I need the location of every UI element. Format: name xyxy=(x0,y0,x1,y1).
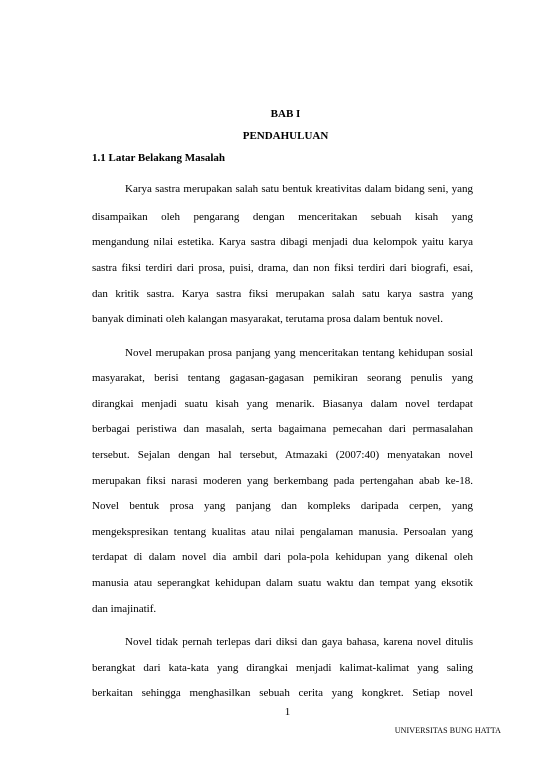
chapter-title: PENDAHULUAN xyxy=(242,130,329,142)
paragraph-line: dan kritik sastra. Karya sastra fiksi merupakan salah satu karya sastra yang xyxy=(92,288,473,300)
section-heading: 1.1 Latar Belakang Masalah xyxy=(92,152,226,164)
chapter-number: BAB I xyxy=(270,108,301,120)
paragraph-line: manusia atau seperangkat kehidupan dalam suatu waktu dan tempat yang eksotik xyxy=(92,577,473,589)
paragraph-line: Karya sastra merupakan salah satu bentuk kreativitas dalam bidang seni, yang xyxy=(125,183,473,195)
paragraph-line: terdapat di dalam novel dia ambil dari pola-pola kehidupan yang dikenal oleh xyxy=(92,551,473,563)
paragraph-line: Novel tidak pernah terlepas dari diksi dan gaya bahasa, karena novel ditulis xyxy=(125,636,473,648)
paragraph-line: mengekspresikan tentang kualitas atau nilai pengalaman manusia. Persoalan yang xyxy=(92,526,473,538)
paragraph-line: dirangkai menjadi suatu kisah yang menarik. Biasanya dalam novel terdapat xyxy=(92,398,473,410)
paragraph-line: banyak diminati oleh kalangan masyarakat, terutama prosa dalam bentuk novel. xyxy=(92,313,443,325)
page-number: 1 xyxy=(284,706,291,718)
paragraph-line: mengandung nilai estetika. Karya sastra dibagi menjadi dua kelompok yaitu karya xyxy=(92,236,473,248)
paragraph-line: berangkat dari kata-kata yang dirangkai menjadi kalimat-kalimat yang saling xyxy=(92,662,473,674)
paragraph-line: masyarakat, berisi tentang gagasan-gagasan pemikiran seorang penulis yang xyxy=(92,372,473,384)
paragraph-line: sastra fiksi terdiri dari prosa, puisi, drama, dan non fiksi terdiri dari biografi, esai, xyxy=(92,262,473,274)
paragraph-line: disampaikan oleh pengarang dengan menceritakan sebuah kisah yang xyxy=(92,211,473,223)
paragraph-line: dan imajinatif. xyxy=(92,603,157,615)
paragraph-line: berbagai peristiwa dan masalah, serta bagaimana pemecahan dari permasalahan xyxy=(92,423,473,435)
paragraph-line: Novel bentuk prosa yang panjang dan kompleks daripada cerpen, yang xyxy=(92,500,473,512)
paragraph-line: Novel merupakan prosa panjang yang menceritakan tentang kehidupan sosial xyxy=(125,347,473,359)
paragraph-line: berkaitan sehingga menghasilkan sebuah cerita yang kongkret. Setiap novel xyxy=(92,687,473,699)
paragraph-line: tersebut. Sejalan dengan hal tersebut, Atmazaki (2007:40) menyatakan novel xyxy=(92,449,473,461)
paragraph-line: merupakan fiksi narasi moderen yang berkembang pada pertengahan abab ke-18. xyxy=(92,475,473,487)
footer-institution: UNIVERSITAS BUNG HATTA xyxy=(394,726,501,735)
